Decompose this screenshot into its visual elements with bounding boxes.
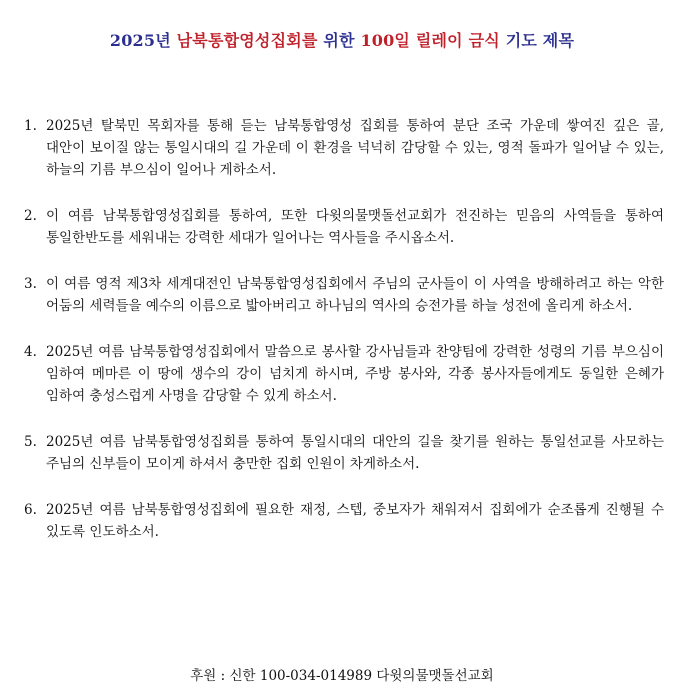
- prayer-item-4: [24, 341, 664, 407]
- title-fasting: 100일 릴레이 금식: [360, 31, 500, 50]
- title-year: 2025년: [109, 31, 171, 50]
- item-number: 2.: [24, 208, 37, 224]
- prayer-item-3: [24, 273, 664, 317]
- item-text: 이 여름 남북통합영성집회를 통하여, 또한 다윗의물맷돌선교회가 전진하는 믿음의 사역들을 통하여 통일한반도를 세워내는 강력한 세대가 일어나는 역사들을 주시옵소서.: [46, 208, 664, 246]
- donation-footer: 후원 : 신한 100-034-014989 다윗의물맷돌선교회: [190, 668, 494, 684]
- item-number: 6.: [24, 502, 37, 518]
- item-text: 2025년 여름 남북통합영성집회에 필요한 재정, 스텝, 중보자가 채워져서 집회에가 순조롭게 진행될 수 있도록 인도하소서.: [46, 502, 664, 540]
- item-text: 2025년 탈북민 목회자를 통해 듣는 남북통합영성 집회를 통하여 분단 조국 가운데 쌓여진 깊은 골, 대안이 보이질 않는 통일시대의 길 가운데 이 환경을 넉넉히 감당할 수 있는, 영적 돌파가 일어날 수 있는, 하늘의 기름 부으심이 일어나 게하소서.: [46, 118, 664, 178]
- prayer-list: [24, 115, 664, 567]
- prayer-item-5: [24, 431, 664, 475]
- title-for: 위한: [323, 31, 355, 50]
- title-prayer: 기도 제목: [505, 31, 575, 50]
- title-event: 남북통합영성집회를: [176, 31, 318, 50]
- item-number: 3.: [24, 276, 37, 292]
- prayer-item-1: [24, 115, 664, 181]
- item-text: 2025년 여름 남북통합영성집회에서 말씀으로 봉사할 강사님들과 찬양팀에 강력한 성령의 기름 부으심이 임하여 메마른 이 땅에 생수의 강이 넘치게 하시며, 주방 봉사와, 각종 봉사자들에게도 동일한 은혜가 임하여 충성스럽게 사명을 감당할 수 있게 하소서.: [46, 344, 664, 404]
- document-title: [0, 30, 684, 52]
- item-number: 5.: [24, 434, 37, 450]
- item-text: 2025년 여름 남북통합영성집회를 통하여 통일시대의 대안의 길을 찾기를 원하는 통일선교를 사모하는 주님의 신부들이 모이게 하셔서 충만한 집회 인원이 차게하소서.: [46, 434, 664, 472]
- prayer-item-6: [24, 499, 664, 543]
- item-number: 4.: [24, 344, 37, 360]
- prayer-item-2: [24, 205, 664, 249]
- item-number: 1.: [24, 118, 37, 134]
- item-text: 이 여름 영적 제3차 세계대전인 남북통합영성집회에서 주님의 군사들이 이 사역을 방해하려고 하는 악한 어둠의 세력들을 예수의 이름으로 밟아버리고 하나님의 역사의 승전가를 하늘 성전에 올리게 하소서.: [46, 276, 664, 314]
